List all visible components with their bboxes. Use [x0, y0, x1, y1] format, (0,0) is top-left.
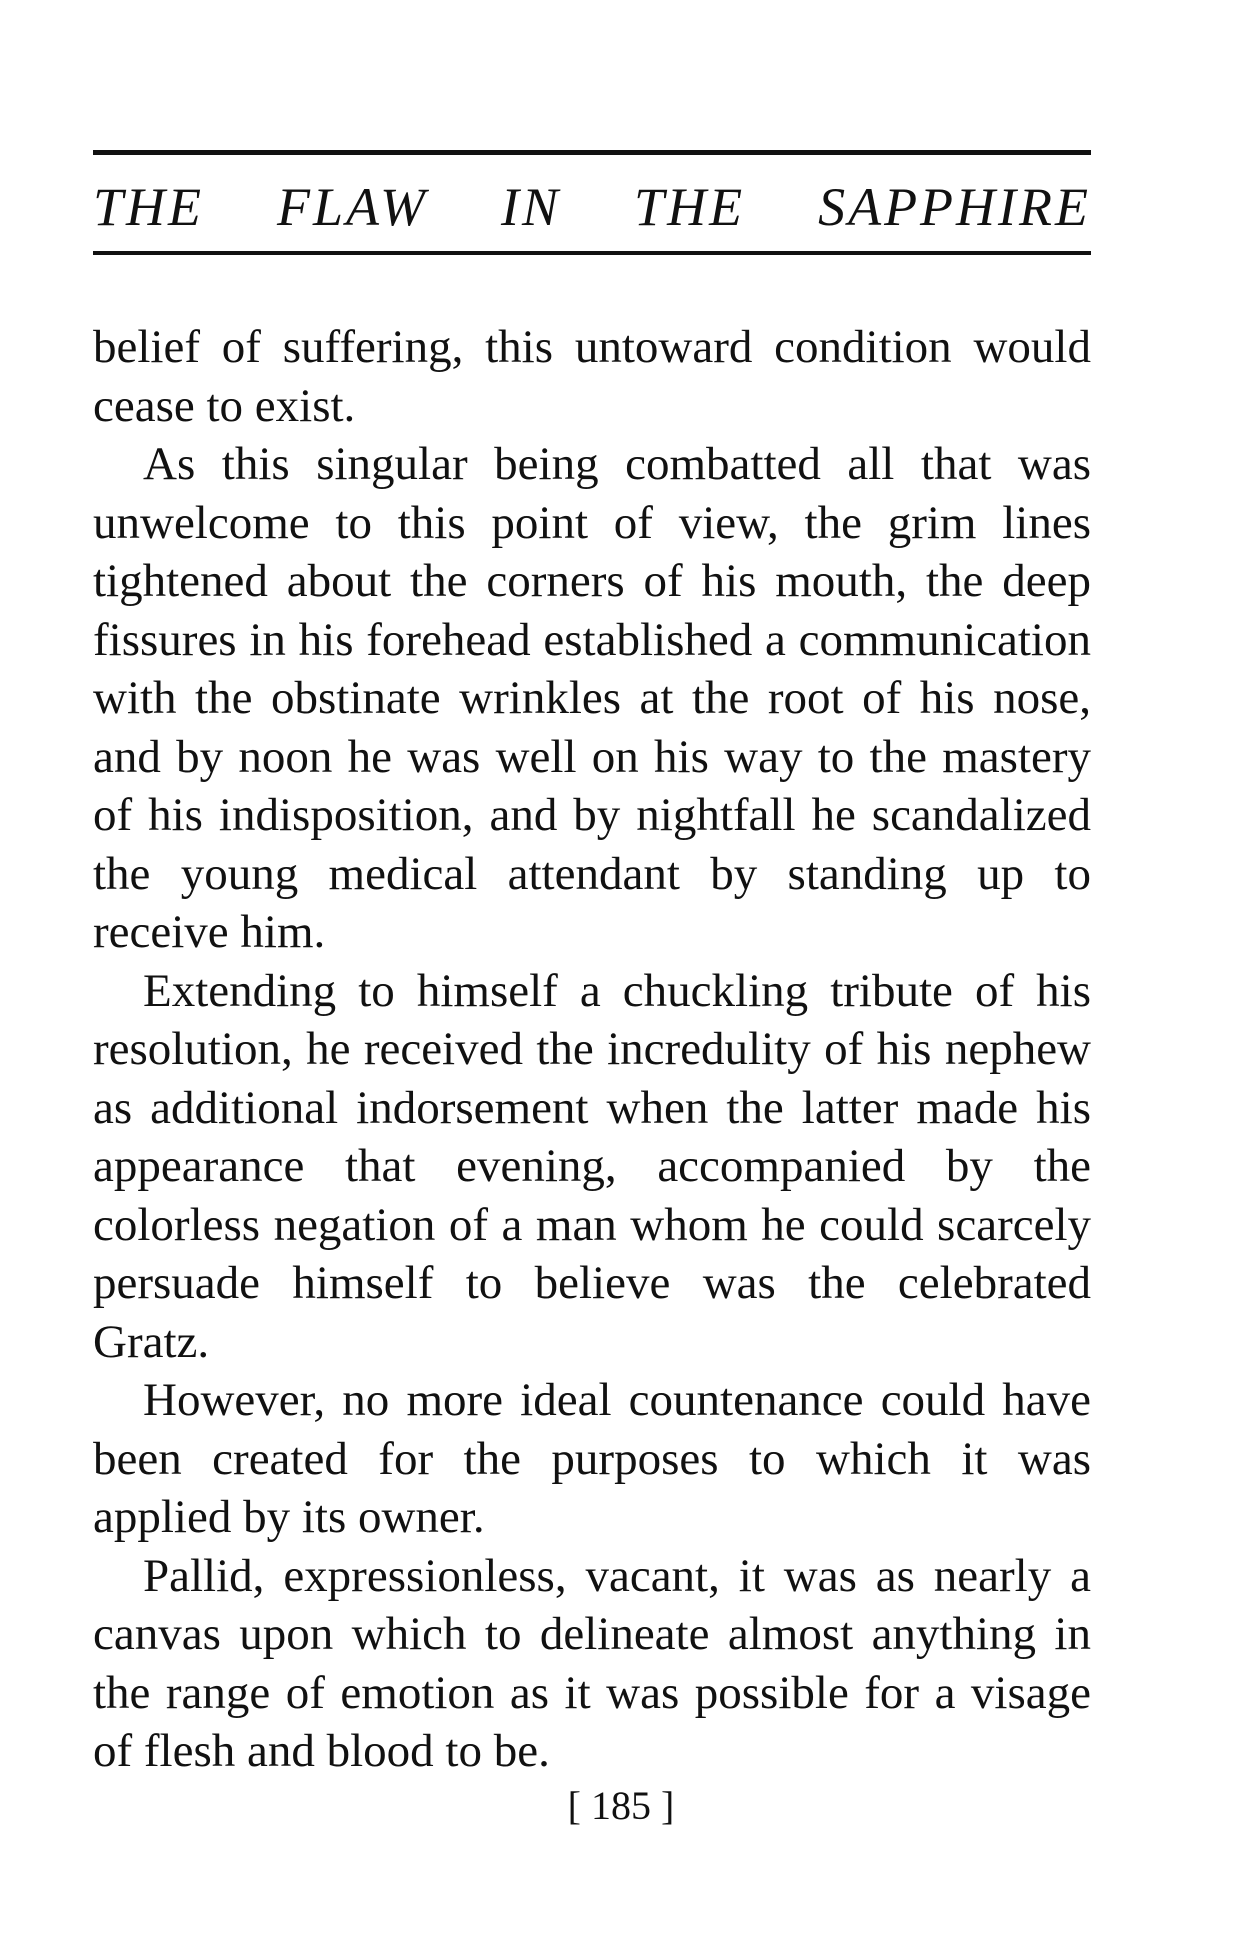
paragraph: As this singular being combatted all that was unwelcome to this point of view, the grim lines tightened about the corners of his mouth, the deep fissures in his forehead established a communication with the obstinate wrinkles at the root of his nose, and by noon he was well on his way to the mastery of his indisposition, and by nightfall he scandalized the young medical attendant by standing up to receive him.: [93, 438, 1091, 958]
header-rule-top: [93, 150, 1091, 155]
paragraph-continued: belief of suffering, this untoward condition would cease to exist.: [93, 321, 1091, 432]
running-head: THE FLAW IN THE SAPPHIRE: [93, 177, 1091, 237]
header-rule-bottom: [93, 251, 1091, 255]
paragraph: Pallid, expressionless, vacant, it was as nearly a canvas upon which to delineate almost anything in the range of emotion as it was possible for a visage of flesh and blood to be.: [93, 1549, 1091, 1777]
page-number: [ 185 ]: [567, 1783, 675, 1828]
body-text: [93, 318, 1091, 1781]
page-header: [93, 150, 1091, 255]
paragraph: However, no more ideal countenance could have been created for the purposes to which it was applied by its owner.: [93, 1374, 1091, 1543]
paragraph: Extending to himself a chuckling tribute of his resolution, he received the incredulity of his nephew as additional indorsement when the latter made his appearance that evening, accompanied by the colorless negation of a man whom he could scarcely persuade himself to believe was the celebrated Gratz.: [93, 964, 1091, 1368]
